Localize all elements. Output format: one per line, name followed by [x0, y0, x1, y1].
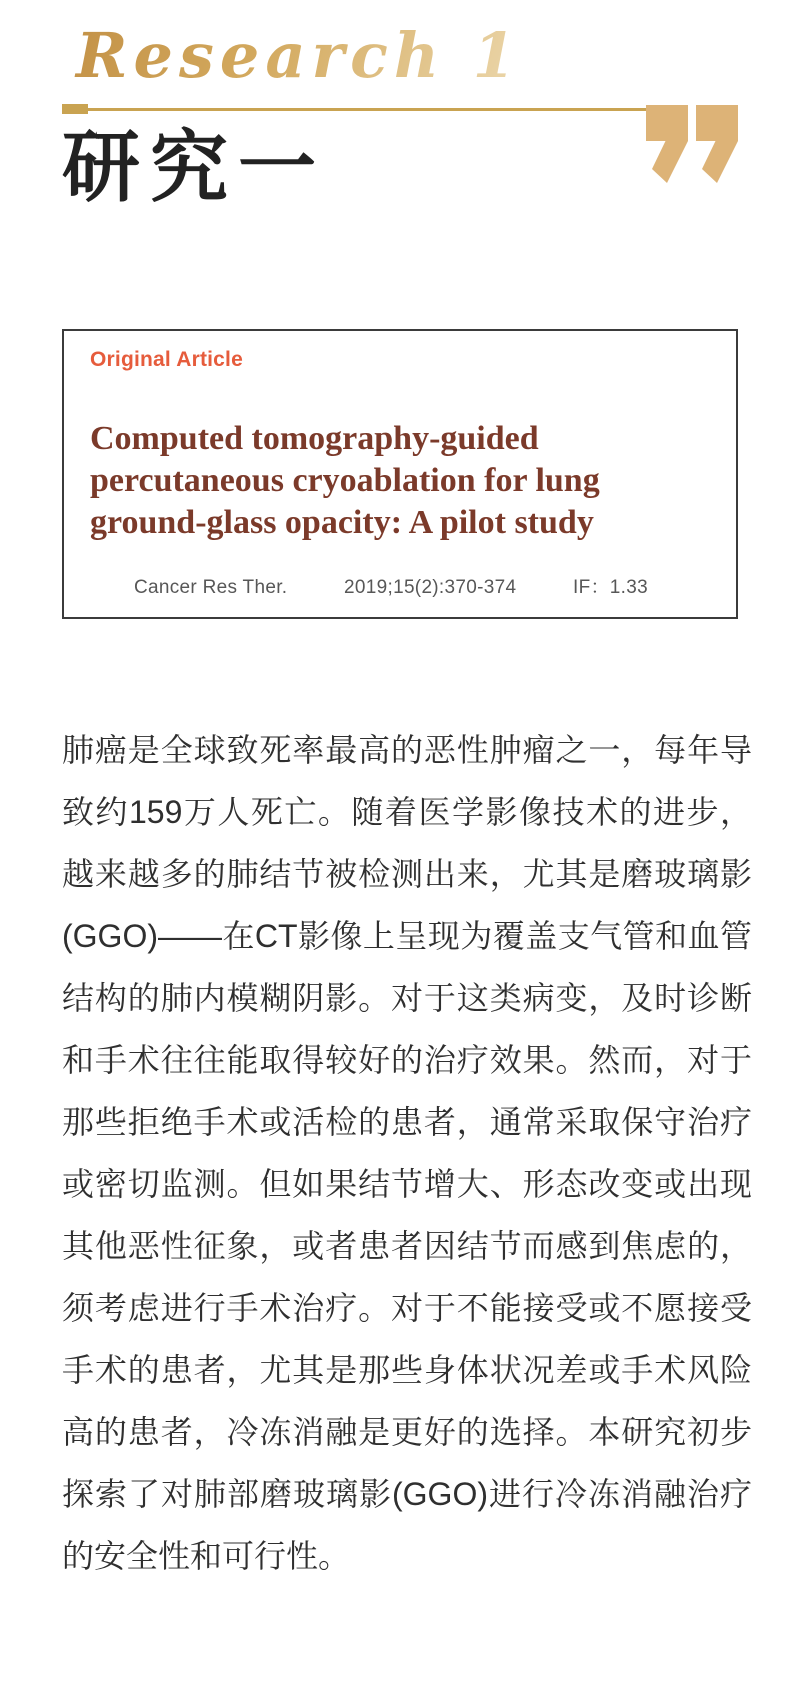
divider-accent-block: [62, 104, 88, 114]
divider-line: [86, 108, 652, 111]
journal-name: Cancer Res Ther.: [134, 576, 288, 598]
body-paragraph: 肺癌是全球致死率最高的恶性肿瘤之一，每年导致约159万人死亡。随着医学影像技术的进步，越来越多的肺结节被检测出来，尤其是磨玻璃影(GGO)——在CT影像上呈现为覆盖支气管和血管结构的肺内模糊阴影。对于这类病变，及时诊断和手术往往能取得较好的治疗效果。然而，对于那些拒绝手术或活检的患者，通常采取保守治疗或密切监测。但如果结节增大、形态改变或出现其他恶性征象，或者患者因结节而感到焦虑的，须考虑进行手术治疗。对于不能接受或不愿接受手术的患者，尤其是那些身体状况差或手术风险高的患者，冷冻消融是更好的选择。本研究初步探索了对肺部磨玻璃影(GGO)进行冷冻消融治疗的安全性和可行性。: [62, 731, 752, 1574]
citation-pages: 2019;15(2):370-374: [344, 576, 517, 598]
article-card: [62, 329, 738, 619]
article-title: Computed tomography-guided percutaneous cryoablation for lung ground-glass opacity: A pilot study: [90, 419, 600, 541]
article-meta: [90, 572, 710, 599]
article-type-label: Original Article: [90, 347, 243, 371]
closing-quote-icon: [646, 105, 738, 183]
gold-divider: [62, 103, 738, 115]
page-title: 研究一: [62, 121, 327, 213]
impact-factor: IF：1.33: [573, 576, 648, 598]
script-heading: Research 1: [62, 16, 738, 97]
